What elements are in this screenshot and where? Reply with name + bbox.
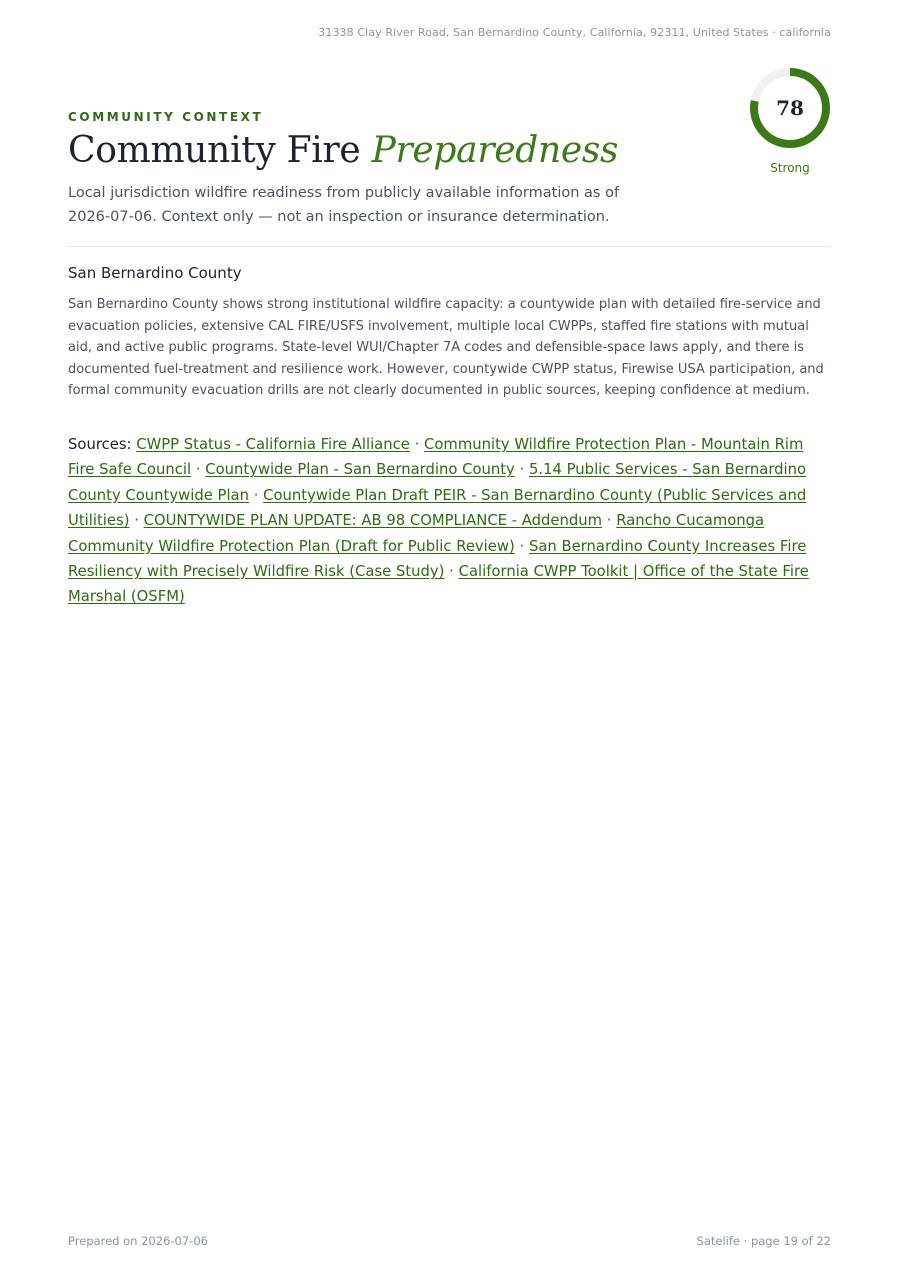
- report-address: 31338 Clay River Road, San Bernardino County, California, 92311, United States · california: [318, 26, 831, 39]
- section-divider: [68, 246, 831, 247]
- source-link[interactable]: California CWPP Toolkit | Office of the State Fire Marshal (OSFM): [68, 563, 809, 606]
- footer-page-info: Satelife · page 19 of 22: [696, 1234, 831, 1248]
- sources-links: [68, 436, 809, 605]
- county-summary: San Bernardino County shows strong institutional wildfire capacity: a countywide plan with detailed fire-service and evacuation policies, extensive CAL FIRE/USFS involvement, multiple local CWPPs, staffed fire stations with mutual aid, and active public programs. State-level WUI/Chapter 7A codes and defensible-space laws apply, and there is documented fuel-treatment and resilience work. However, countywide CWPP status, Firewise USA participation, and formal community evacuation drills are not clearly documented in public sources, keeping confidence at medium.: [68, 297, 824, 399]
- source-separator: ·: [253, 486, 259, 504]
- score-value: 78: [776, 96, 804, 120]
- section-subtitle: Local jurisdiction wildfire readiness from publicly available information as of 2026-07-06. Context only — not an inspection or insurance determination.: [68, 185, 620, 225]
- source-link[interactable]: Countywide Plan - San Bernardino County: [205, 461, 515, 479]
- source-link[interactable]: San Bernardino County Increases Fire Resiliency with Precisely Wildfire Risk (Case Study): [68, 537, 807, 581]
- source-separator: ·: [414, 436, 420, 453]
- title-emphasis: Preparedness: [371, 130, 619, 171]
- title-main: Community Fire: [68, 130, 361, 171]
- source-separator: ·: [519, 461, 525, 479]
- source-link[interactable]: Countywide Plan Draft PEIR - San Bernardino County (Public Services and Utilities): [68, 486, 807, 530]
- source-separator: ·: [134, 512, 139, 530]
- score-rating-label: Strong: [770, 161, 810, 175]
- source-link[interactable]: CWPP Status - California Fire Alliance: [136, 436, 410, 453]
- sources-label: Sources:: [68, 436, 132, 453]
- source-link[interactable]: Rancho Cucamonga Community Wildfire Protection Plan (Draft for Public Review): [68, 512, 765, 555]
- section-eyebrow: COMMUNITY CONTEXT: [68, 110, 264, 124]
- source-link[interactable]: COUNTYWIDE PLAN UPDATE: AB 98 COMPLIANCE - Addendum: [143, 512, 603, 530]
- page-title: [68, 130, 618, 171]
- sources-list: [68, 432, 823, 610]
- footer-prepared-date: Prepared on 2026-07-06: [68, 1234, 208, 1248]
- preparedness-score-gauge: [748, 66, 832, 150]
- county-name: San Bernardino County: [68, 264, 242, 282]
- source-separator: ·: [449, 563, 454, 581]
- source-separator: ·: [195, 461, 201, 479]
- source-link[interactable]: 5.14 Public Services - San Bernardino County Countywide Plan: [68, 461, 807, 504]
- source-separator: ·: [519, 537, 525, 555]
- source-separator: ·: [606, 512, 612, 530]
- source-link[interactable]: Community Wildfire Protection Plan - Mountain Rim Fire Safe Council: [68, 436, 804, 479]
